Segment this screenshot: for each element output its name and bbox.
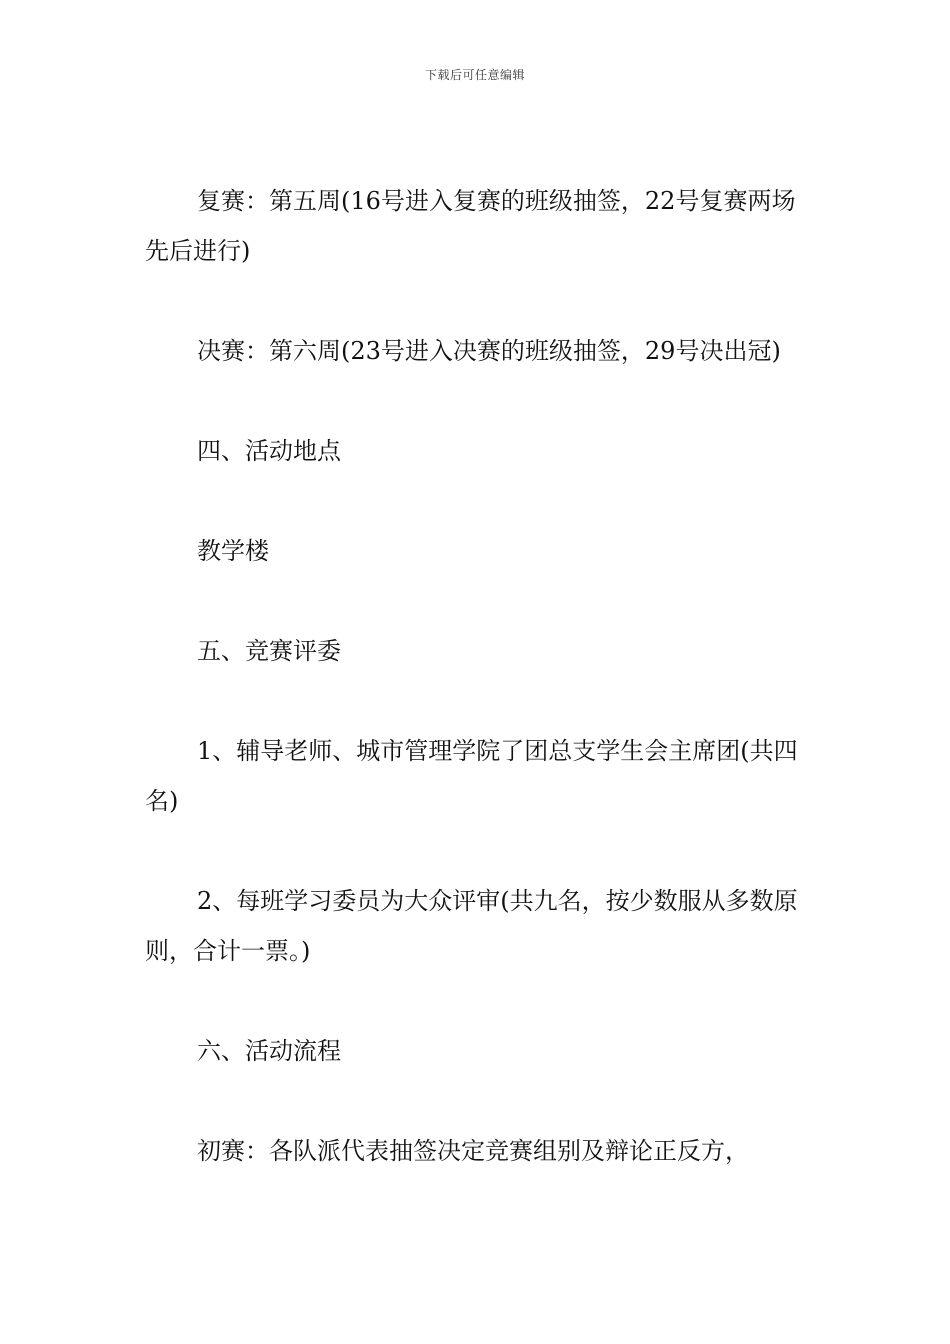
section-heading-process: 六、活动流程 [197, 1037, 341, 1065]
paragraph-judges-1: 1、辅导老师、城市管理学院了团总支学生会主席团(共四名) [145, 737, 798, 815]
paragraph-preliminary: 初赛：各队派代表抽签决定竞赛组别及辩论正反方， [197, 1137, 749, 1165]
paragraph-final: 决赛：第六周(23号进入决赛的班级抽签，29号决出冠) [197, 337, 781, 365]
section-heading-judges: 五、竞赛评委 [197, 637, 341, 665]
document-body [145, 176, 810, 1226]
section-heading-location: 四、活动地点 [197, 437, 341, 465]
paragraph-judges-2: 2、每班学习委员为大众评审(共九名，按少数服从多数原则，合计一票。) [145, 887, 798, 965]
paragraph-location: 教学楼 [197, 537, 269, 565]
paragraph-semifinal: 复赛：第五周(16号进入复赛的班级抽签，22号复赛两场先后进行) [145, 187, 796, 265]
header-note: 下载后可任意编辑 [424, 68, 525, 82]
